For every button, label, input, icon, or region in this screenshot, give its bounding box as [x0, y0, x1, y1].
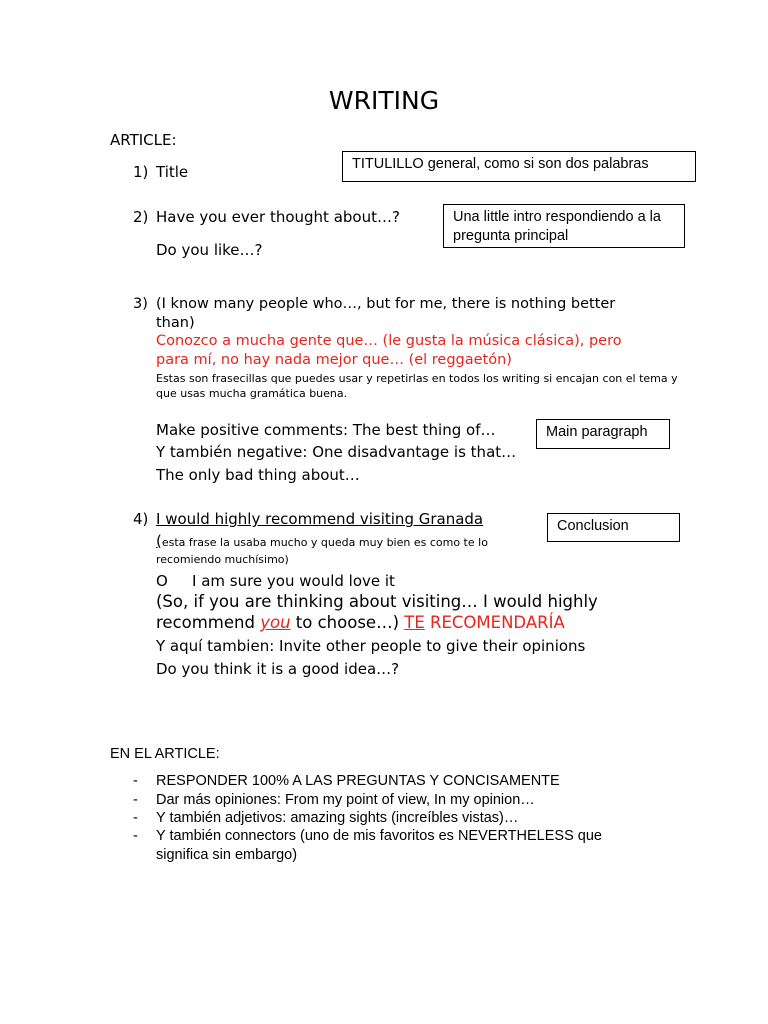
bullet-marker: - — [133, 810, 138, 826]
titulillo-box: TITULILLO general, como si son dos palabras — [342, 151, 696, 182]
bullet-marker: - — [133, 828, 138, 844]
page-title: WRITING — [328, 86, 440, 115]
item3-line2: than) — [156, 315, 195, 331]
intro-box-line1: Una little intro respondiendo a la — [453, 209, 661, 225]
item3-line1: (I know many people who…, but for me, there is nothing better — [156, 296, 616, 312]
item4-o-label: O — [156, 572, 168, 590]
item4-note-line1: esta frase la usaba mucho y queda muy bien es como te lo — [161, 536, 488, 549]
item3-note-line2: que usas mucha gramática buena. — [156, 387, 348, 400]
item4-o-text: I am sure you would love it — [192, 572, 395, 590]
item4-so-line1: (So, if you are thinking about visiting… I would highly — [156, 592, 598, 611]
item2-line1: Have you ever thought about…? — [156, 208, 400, 226]
item3-positive: Make positive comments: The best thing of… — [156, 421, 496, 439]
item4-invite: Y aquí tambien: Invite other people to give their opinions — [156, 637, 586, 655]
item3-bad-thing: The only bad thing about… — [156, 466, 360, 484]
item4-number: 4) — [133, 510, 149, 528]
item3-negative: Y también negative: One disadvantage is that… — [156, 443, 517, 461]
en-el-article-heading: EN EL ARTICLE: — [110, 746, 220, 762]
item4-so-te: TE — [404, 613, 425, 632]
item1-text: Title — [156, 163, 189, 181]
item2-line2: Do you like…? — [156, 241, 263, 259]
article-label: ARTICLE: — [110, 131, 177, 149]
bullet-marker: - — [133, 773, 138, 789]
bullet-item: Dar más opiniones: From my point of view, In my opinion… — [156, 792, 535, 808]
item4-line1: I would highly recommend visiting Granada — [156, 510, 484, 528]
item3-red-line1: Conozco a mucha gente que… (le gusta la música clásica), pero — [156, 333, 622, 349]
bullet-marker: - — [133, 792, 138, 808]
main-paragraph-box: Main paragraph — [536, 419, 670, 449]
conclusion-box: Conclusion — [547, 513, 680, 542]
bullet-item: Y también connectors (uno de mis favoritos es NEVERTHELESS que — [156, 828, 602, 844]
item3-note-line1: Estas son frasecillas que puedes usar y repetirlas en todos los writing si encajan con el tema y — [156, 372, 678, 385]
item4-note — [156, 531, 488, 550]
item4-so-choose: to choose…) — [290, 613, 405, 632]
bullet-item: Y también adjetivos: amazing sights (increíbles vistas)… — [156, 810, 519, 826]
item4-so-recomendaria: RECOMENDARÍA — [424, 613, 565, 632]
item1-number: 1) — [133, 163, 149, 181]
item4-so-you: you — [260, 613, 291, 632]
item4-note-line2: recomiendo muchísimo) — [156, 553, 289, 566]
item4-so-line2 — [156, 613, 565, 632]
item4-question: Do you think it is a good idea…? — [156, 660, 400, 678]
item3-number: 3) — [133, 296, 148, 312]
item4-so-recommend: recommend — [156, 613, 261, 632]
item3-red-line2: para mí, no hay nada mejor que… (el reggaetón) — [156, 352, 512, 368]
item4-paren: ( — [156, 532, 162, 550]
bullet-item: RESPONDER 100% A LAS PREGUNTAS Y CONCISAMENTE — [156, 773, 560, 789]
bullet-item-continuation: significa sin embargo) — [156, 847, 298, 863]
item2-number: 2) — [133, 208, 149, 226]
intro-box — [443, 204, 685, 248]
intro-box-line2: pregunta principal — [453, 228, 569, 244]
